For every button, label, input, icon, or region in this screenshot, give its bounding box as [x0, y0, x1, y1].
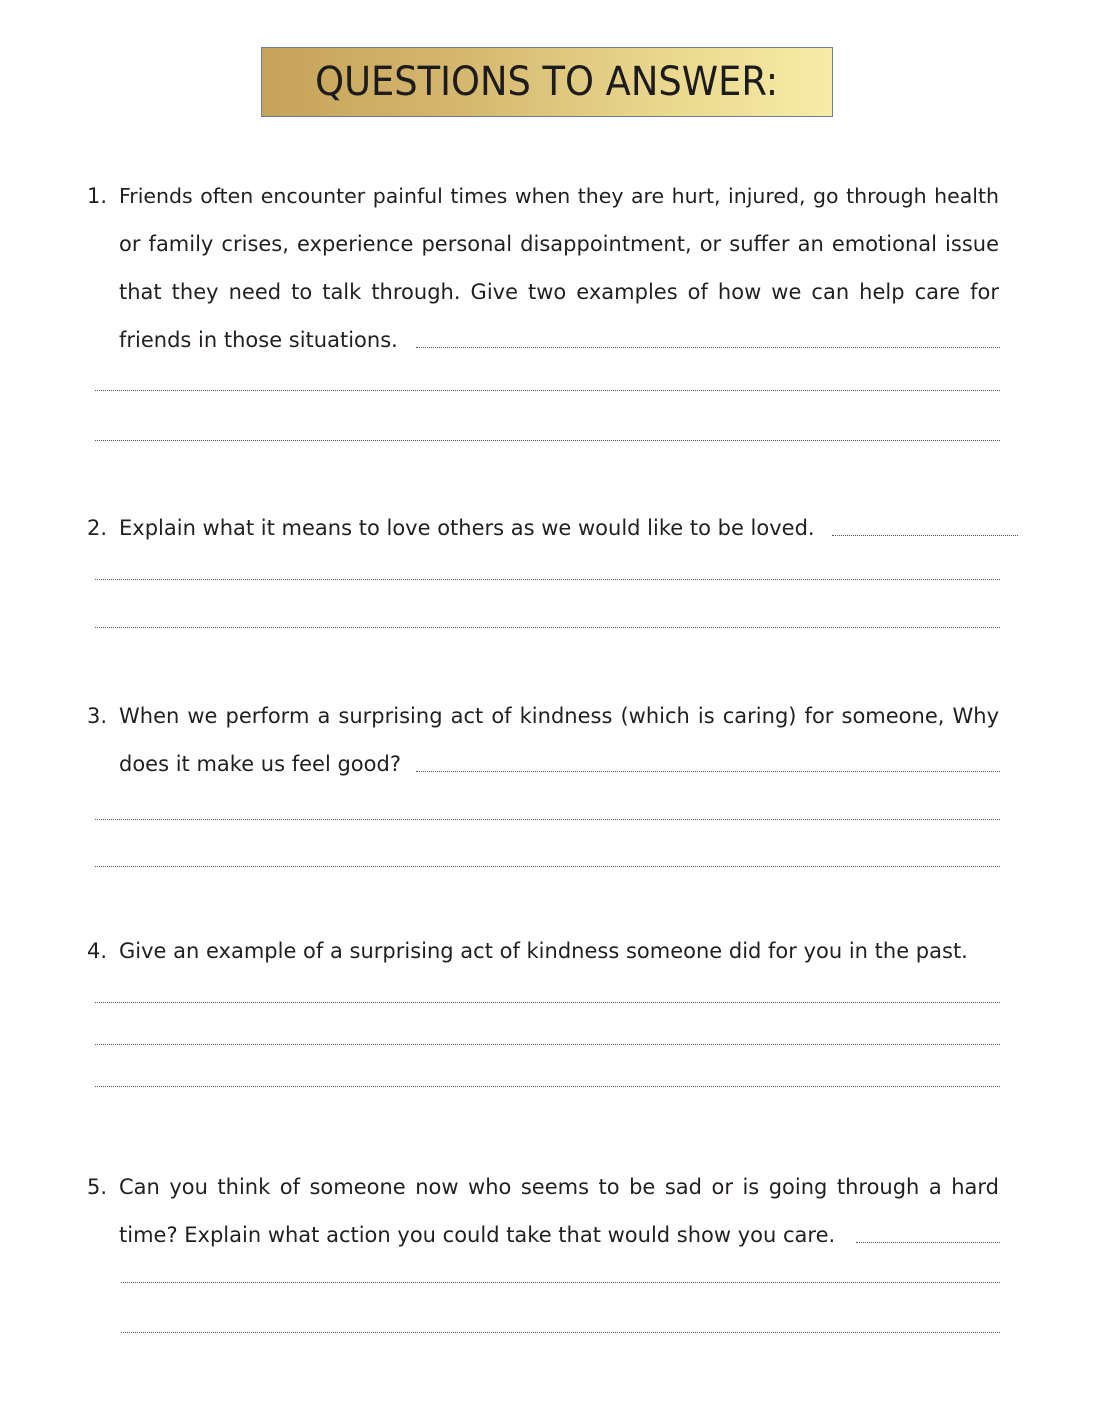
- answer-line[interactable]: [95, 1086, 1000, 1087]
- answer-line[interactable]: [95, 579, 1000, 580]
- answer-line[interactable]: [95, 866, 1000, 867]
- question-text-line: When we perform a surprising act of kindness (which is caring) for someone, Why: [119, 704, 999, 728]
- question-text-line: that they need to talk through. Give two examples of how we can help care for: [119, 280, 999, 304]
- question-number: 5.: [87, 1175, 108, 1199]
- question-text-line: time? Explain what action you could take that would show you care.: [119, 1223, 836, 1247]
- question-number: 1.: [87, 184, 108, 208]
- question-number: 2.: [87, 516, 108, 540]
- answer-line[interactable]: [121, 1332, 1000, 1333]
- question-number: 3.: [87, 704, 108, 728]
- answer-line[interactable]: [121, 1282, 1000, 1283]
- answer-line[interactable]: [95, 819, 1000, 820]
- answer-line[interactable]: [95, 440, 1000, 441]
- question-number: 4.: [87, 939, 108, 963]
- answer-line[interactable]: [416, 771, 1000, 772]
- question-text-line: Explain what it means to love others as we would like to be loved.: [119, 516, 815, 540]
- question-text-line: Give an example of a surprising act of kindness someone did for you in the past.: [119, 939, 968, 963]
- answer-line[interactable]: [856, 1242, 1000, 1243]
- title-banner: [261, 47, 833, 117]
- question-text-line: or family crises, experience personal disappointment, or suffer an emotional issue: [119, 232, 999, 256]
- answer-line[interactable]: [95, 1002, 1000, 1003]
- answer-line[interactable]: [832, 535, 1018, 536]
- question-text-line: does it make us feel good?: [119, 752, 401, 776]
- answer-line[interactable]: [95, 627, 1000, 628]
- question-text-line: friends in those situations.: [119, 328, 398, 352]
- answer-line[interactable]: [95, 390, 1000, 391]
- answer-line[interactable]: [95, 1044, 1000, 1045]
- page-title: QUESTIONS TO ANSWER:: [315, 59, 779, 105]
- question-text-line: Friends often encounter painful times when they are hurt, injured, go through health: [119, 184, 999, 208]
- answer-line[interactable]: [416, 347, 1000, 348]
- question-text-line: Can you think of someone now who seems to be sad or is going through a hard: [119, 1175, 999, 1199]
